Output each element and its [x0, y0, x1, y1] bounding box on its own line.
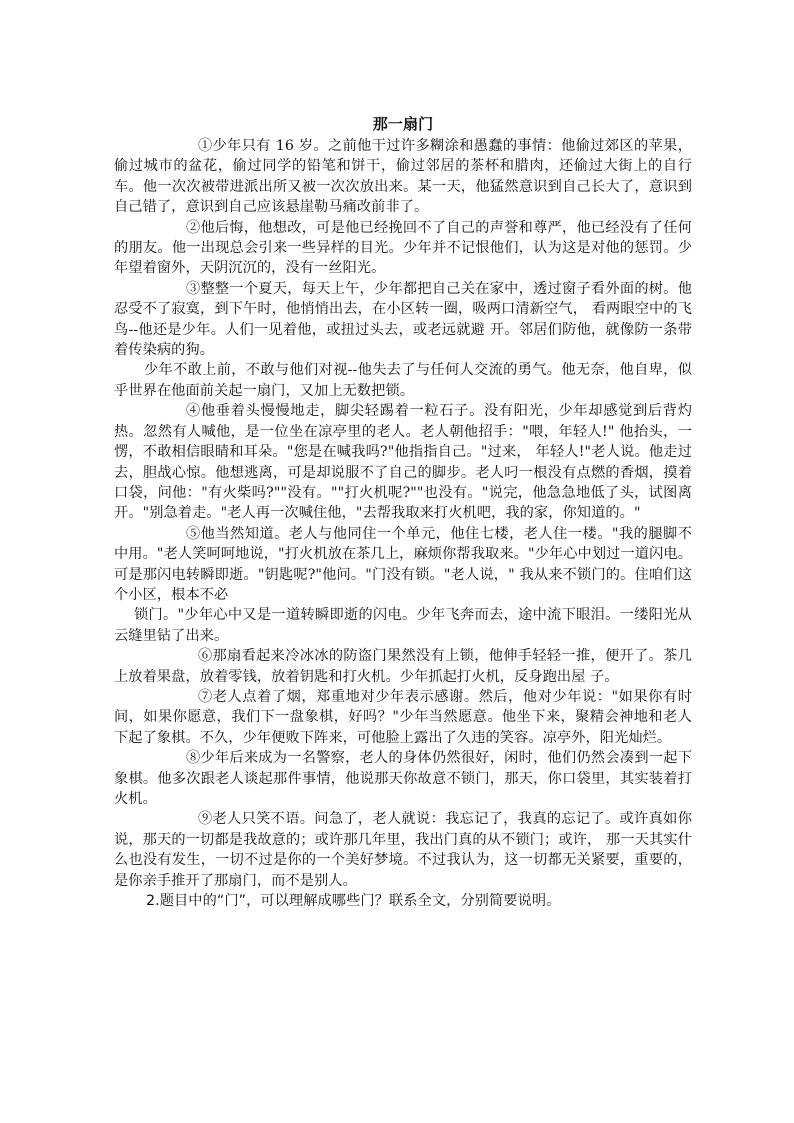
paragraph-3b: 少年不敢上前，不敢与他们对视--他失去了与任何人交流的勇气。他无奈，他自卑，似乎世界在他面前关起一扇门，又加上无数把锁。	[114, 362, 692, 399]
paragraph-5b: 锁门。"少年心中又是一道转瞬即逝的闪电。少年飞奔而去，途中流下眼泪。一缕阳光从云缝里钻了出来。	[114, 607, 692, 644]
document-title: 那一扇门	[372, 115, 434, 133]
paragraph-8: ⑧少年后来成为一名警察，老人的身体仍然很好，闲时，他们仍然会凑到一起下象棋。他多次跟老人谈起那件事情，他说那天你故意不锁门，那天，你口袋里，其实装着打火机。	[114, 750, 692, 807]
paragraph-7: ⑦老人点着了烟，郑重地对少年表示感谢。然后，他对少年说："如果你有时间，如果你愿意，我们下一盘象棋，好吗？"少年当然愿意。他坐下来，聚精会神地和老人下起了象棋。不久，少年便败下阵来，可他脸上露出了久违的笑容。凉亭外，阳光灿烂。	[114, 688, 692, 746]
question-2: 2.题目中的“门”，可以理解成哪些门？联系全文，分别简要说明。	[146, 893, 561, 910]
paragraph-3: ③整整一个夏天，每天上午，少年都把自己关在家中，透过窗子看外面的树。他忍受不了寂寞，到下午时，他悄悄出去，在小区转一圈，吸两口清新空气， 看两眼空中的飞鸟--他还是少年。人们一见着他，或扭过头去，或老远就避 开。邻居们防他，就像防一条带着传染病的狗。	[114, 280, 692, 359]
document-page	[114, 114, 692, 911]
paragraph-9: ⑨老人只笑不语。问急了，老人就说：我忘记了，我真的忘记了。或许真如你说，那天的一切都是我故意的；或许那几年里，我出门真的从不锁门；或许， 那一天其实什么也没有发生，一切不过是你的一个美好梦境。不过我认为，这一切都无关紧要，重要的，是你亲手推开了那扇门，而不是别人。	[114, 811, 692, 889]
paragraph-2: ②他后悔，他想改，可是他已经挽回不了自己的声誉和尊严，他已经没有了任何的朋友。他一出现总会引来一些异样的目光。少年并不记恨他们，认为这是对他的惩罚。少年望着窗外，天阴沉沉的，没有一丝阳光。	[114, 219, 692, 277]
paragraph-5: ⑤他当然知道。老人与他同住一个单元，他住七楼，老人住一楼。"我的腿脚不中用。"老人笑呵呵地说，"打火机放在茶几上，麻烦你帮我取来。"少年心中划过一道闪电。可是那闪电转瞬即逝。"钥匙呢?"他问。"门没有锁。"老人说，" 我从来不锁门的。住咱们这个小区，根本不必	[114, 525, 692, 603]
paragraph-6: ⑥那扇看起来冷冰冰的防盗门果然没有上锁，他伸手轻轻一推，便开了。茶几上放着果盘，放着零钱，放着钥匙和打火机。少年抓起打火机，反身跑出屋 子。	[114, 648, 692, 685]
paragraph-4: ④他垂着头慢慢地走，脚尖轻踢着一粒石子。没有阳光，少年却感觉到后背灼热。忽然有人喊他，是一位坐在凉亭里的老人。老人朝他招手："喂，年轻人!" 他抬头，一愣，不敢相信眼睛和耳朵。"您是在喊我吗?"他指指自己。"过来， 年轻人!"老人说。他走过去，胆战心惊。他想逃离，可是却说服不了自己的脚步。老人叼一根没有点燃的香烟，摸着口袋，问他："有火柴吗?""没有。""打火机呢?""也没有。"说完，他急急地低了头，试图离开。"别急着走。"老人再一次喊住他，"去帮我取来打火机吧，我的家，你知道的。"	[114, 403, 692, 522]
paragraph-1: ①少年只有 16 岁。之前他干过许多糊涂和愚蠢的事情：他偷过郊区的苹果，偷过城市的盆花，偷过同学的铅笔和饼干，偷过邻居的茶杯和腊肉，还偷过大街上的自行车。他一次次被带进派出所又被一次次放出来。某一天，他猛然意识到自己长大了，意识到自己错了，意识到自己应该悬崖勒马痛改前非了。	[114, 138, 692, 216]
